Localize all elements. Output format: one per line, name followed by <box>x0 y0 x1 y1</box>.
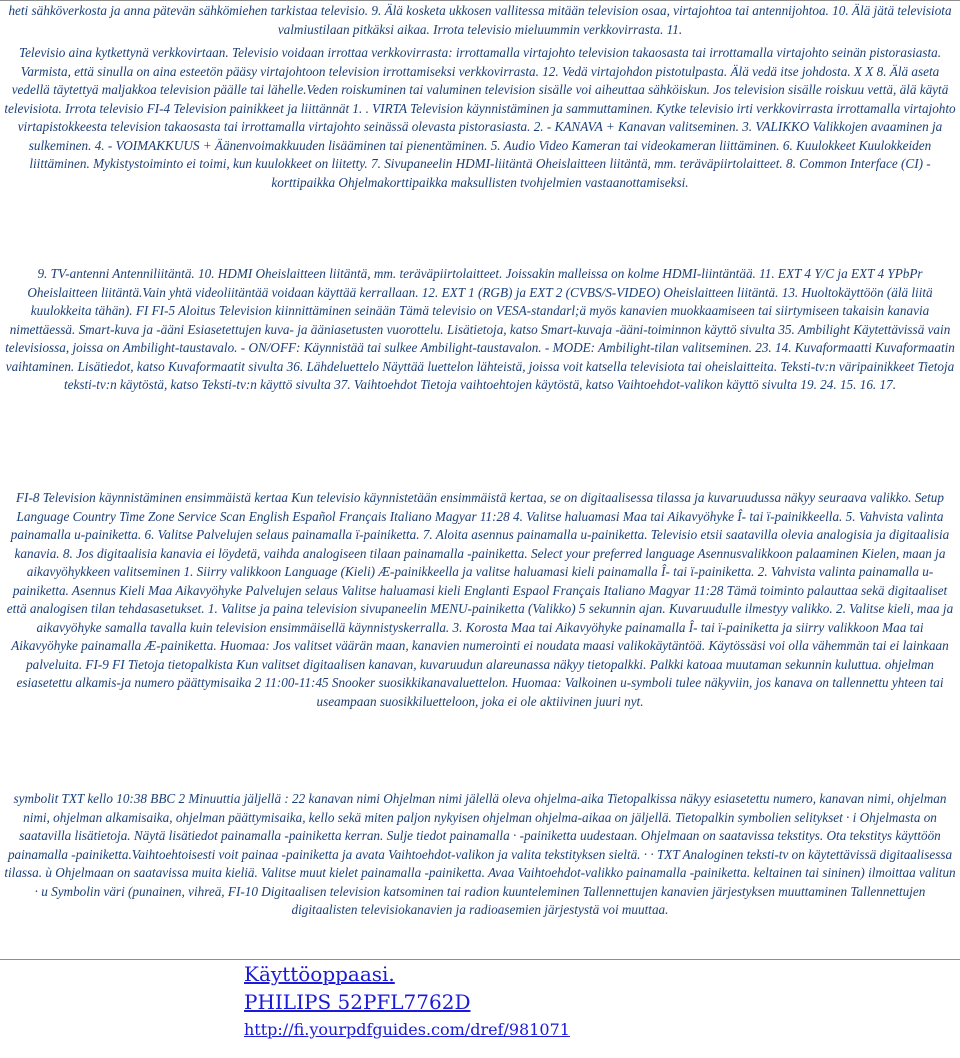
manual-title-link[interactable]: Käyttöoppaasi. <box>244 962 395 986</box>
footer-links <box>244 960 570 1041</box>
info-bar-paragraph: symbolit TXT kello 10:38 BBC 2 Minuuttia jäljellä : 22 kanavan nimi Ohjelman nimi jälellä oleva ohjelma-aika Tietopalkissa näkyy esiasetettu numero, kanavan nimi, ohjelman nimi, ohjelman alkamisaika, ohjelman päättymisaika, kello sekä miten paljon nykyisen ohjelman ohjelma-aikaa on jäljellä. Tietopalkin symbolien selitykset · i Ohjelmasta on saatavilla lisätietoja. Näytä lisätiedot painamalla -painiketta kerran. Sulje tiedot painamalla · -painiketta uudestaan. Ohjelmaan on saatavissa tekstitys. Ota tekstitys käyttöön painamalla -painiketta.Vaihtoehtoisesti voit painaa -painiketta ja avata Vaihtoehdot-valikon ja valita tekstityksen sieltä. · · TXT Analoginen teksti-tv on käytettävissä digitaalisessa tilassa. ù Ohjelmaan on saatavissa muita kieliä. Valitse muut kielet painamalla -painiketta. Avaa Vaihtoehdot-valikko painamalla -painiketta. keltainen tai sininen) ilmoittaa valitun · u Symbolin väri (punainen, vihreä, FI-10 Digitaalisen television katsominen tai radion kuunteleminen Tallennettujen kanavien järjestyksen muuttaminen Tallennettujen digitaalisten televisiokanavien ja radioasemien järjestystä voi muuttaa. <box>4 791 956 917</box>
controls-paragraph: Televisio aina kytkettynä verkkovirtaan. Televisio voidaan irrottaa verkkovirrasta: irrottamalla virtajohto television takaosasta tai irrottamalla virtajohto seinän pistorasiasta. Varmista, että sinulla on aina esteetön pääsy virtajohtoon television irrottamiseksi verkkovirrasta. 12. Vedä virtajohdon pistotulpasta. Älä vedä itse johdosta. X X 8. Älä aseta vedellä täytettyä maljakkoa television päälle tai lähelle.Veden roiskuminen tai valuminen television sisälle voi aiheuttaa sähköiskun. Jos television sisälle roiskuu vettä, älä käytä televisiota. Irrota televisio FI-4 Television painikkeet ja liittännät 1. . VIRTA Television käynnistäminen ja sammuttaminen. Kytke televisio irti verkkovirrasta irrottamalla virtajohto virtapistokkeesta television takaosasta tai irrottamalla virtajohto seinässä olevasta pistorasiasta. 2. - KANAVA + Kanavan valitseminen. 3. VALIKKO Valikkojen avaaminen ja sulkeminen. 4. - VOIMAKKUUS + Äänenvoimakkuuden lisääminen tai pienentäminen. 5. Audio Video Kameran tai videokameran liittäminen. 6. Kuulokkeet Kuulokkeiden liittäminen. Mykistystoiminto ei toimi, kun kuulokkeet on liitetty. 7. Sivupaneelin HDMI-liitäntä Oheislaitteen liitäntä, mm. teräväpiirtolaitteet. 8. Common Interface (CI) - korttipaikka Ohjelmakorttipaikka maksullisten tvohjelmien vastaanottamiseksi. <box>4 45 956 190</box>
first-setup-paragraph: FI-8 Television käynnistäminen ensimmäistä kertaa Kun televisio käynnistetään ensimmäistä kertaa, se on digitaalisessa tilassa ja kuvaruudussa näkyy seuraava valikko. Setup Language Country Time Zone Service Scan English Español Français Italiano Magyar 11:28 4. Valitse haluamasi Maa tai Aikavyöhyke Î- tai ï-painikkeella. 5. Vahvista valinta painamalla u-painiketta. 6. Valitse Palvelujen selaus painamalla ï-painiketta. 7. Aloita asennus painamalla u-painiketta. Televisio etsii saatavilla olevia analogisia ja digitaalisia kanavia. 8. Jos digitaalisia kanavia ei löydetä, vaihda analogiseen tilaan painamalla -painiketta. Select your preferred language Asennusvalikkoon palaaminen Kielen, maan ja aikavyöhykkeen valitseminen 1. Siirry valikkoon Language (Kieli) Æ-painikkeella ja valitse haluamasi kieli painamalla Î- tai ï-painiketta. 2. Vahvista valinta painamalla u-painiketta. Asennus Kieli Maa Aikavyöhyke Palvelujen selaus Valitse haluamasi kieli Englanti Espaol Français Italiano Magyar 11:28 Tämä toiminto palauttaa sekä digitaaliset että analogisen tilan tehdasasetukset. 1. Valitse ja paina television sivupaneelin MENU-painiketta (Valikko) 5 sekunnin ajan. Kuvaruudulle ilmestyy valikko. 2. Valitse kieli, maa ja aikavyöhyke samalla tavalla kuin television ensimmäisellä käynnistyskerralla. 3. Korosta Maa tai Aikavyöhyke painamalla Î- tai ï-painiketta ja siirry valikkoon Maa tai Aikavyöhyke painamalla Æ-painiketta. Huomaa: Jos valitset väärän maan, kanavien numerointi ei noudata maasi valikokäytäntöä. Käytössäsi voi olla vähemmän tai ei lainkaan palveluita. FI-9 FI Tietoja tietopalkista Kun valitset digitaalisen kanavan, kuvaruudun alareunassa näkyy tietopalkki. Palkki katoaa muutaman sekunnin kuluttua. ohjelman esiasetettu alkamis-ja numero päättymisaika 2 11:00-11:45 Snooker suosikkikanavaluettelon. Huomaa: Valkoinen u-symboli tulee näkyviin, jos kanava on tallennettu yhteen tai useampaan suosikkiluetteloon, joka ei ole aktiivinen juuri nyt. <box>6 490 954 709</box>
model-link[interactable]: PHILIPS 52PFL7762D <box>244 990 471 1014</box>
source-url-link[interactable]: http://fi.yourpdfguides.com/dref/981071 <box>244 1020 570 1039</box>
top-divider <box>0 0 960 1</box>
safety-paragraph: heti sähköverkosta ja anna pätevän sähkömiehen tarkistaa televisio. 9. Älä kosketa ukkosen vallitessa mitään television osaa, virtajohtoa tai antennijohtoa. 10. Älä jätä televisiota valmiustilaan pitkäksi aikaa. Irrota televisio mieluummin verkkovirrasta. 11. <box>8 3 952 37</box>
connections-paragraph: 9. TV-antenni Antenniliitäntä. 10. HDMI Oheislaitteen liitäntä, mm. teräväpiirtolaitteet. Joissakin malleissa on kolme HDMI-liintäntää. 11. EXT 4 Y/C ja EXT 4 YPbPr Oheislaitteen liitäntä.Vain yhtä videoliitäntää voidaan käyttää kerrallaan. 12. EXT 1 (RGB) ja EXT 2 (CVBS/S-VIDEO) Oheislaitteen liitäntä. 13. Huoltokäyttöön (älä liitä kuulokkeita tähän). FI FI-5 Aloitus Television kiinnittäminen seinään Tämä televisio on VESA-standarl;ä myös kanavien muokkaamiseen tai siirtymiseen takaisin kanavia nimettäessä. Smart-kuva ja -ääni Esiasetettujen kuva- ja ääniasetusten vuorottelu. Lisätietoja, katso Smart-kuvaja -ääni-toiminnon käyttö sivulta 35. Ambilight Käytettävissä vain televisiossa, joissa on Ambilight-taustavalo. - ON/OFF: Käynnistää tai sulkee Ambilight-taustavalon. - MODE: Ambilight-tilan valitseminen. 23. 14. Kuvaformaatti Kuvaformaatin vaihtaminen. Lisätiedot, katso Kuvaformaatit sivulta 36. Lähdeluettelo Näyttää luettelon lähteistä, joissa voit katsella televisiota tai oheislaitteita. Teksti-tv:n väripainikkeet Tietoja teksti-tv:n käytöstä, katso Teksti-tv:n käyttö sivulta 37. Vaihtoehdot Tietoja vaihtoehtojen käytöstä, katso Vaihtoehdot-valikon käyttö sivulta 19. 24. 15. 16. 17. <box>5 266 955 392</box>
